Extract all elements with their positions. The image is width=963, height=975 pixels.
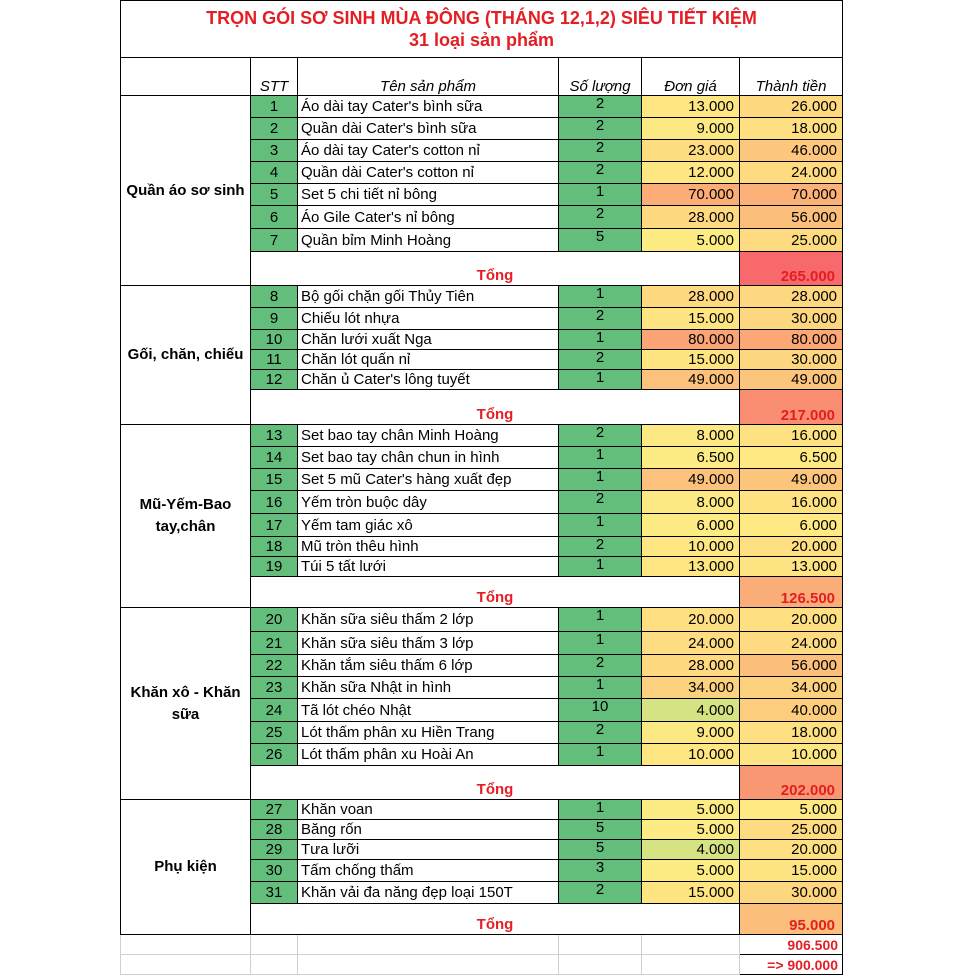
rounded-total-value: => 900.000 <box>740 955 843 975</box>
quantity-cell: 1 <box>559 184 642 206</box>
line-total-cell: 34.000 <box>740 677 843 699</box>
product-name-cell: Bộ gối chặn gối Thủy Tiên <box>298 286 559 308</box>
line-total-cell: 25.000 <box>740 229 843 252</box>
line-total-cell: 16.000 <box>740 425 843 447</box>
empty-cell <box>559 955 642 975</box>
product-name-cell: Khăn sữa siêu thấm 3 lớp <box>298 632 559 655</box>
stt-cell: 11 <box>251 350 298 370</box>
quantity-cell: 2 <box>559 350 642 370</box>
quantity-cell: 5 <box>559 840 642 860</box>
quantity-cell: 1 <box>559 677 642 699</box>
quantity-cell: 2 <box>559 491 642 514</box>
name-header: Tên sản phẩm <box>298 58 559 96</box>
line-total-cell: 49.000 <box>740 469 843 491</box>
stt-cell: 28 <box>251 820 298 840</box>
quantity-cell: 2 <box>559 308 642 330</box>
quantity-cell: 2 <box>559 206 642 229</box>
line-total-cell: 46.000 <box>740 140 843 162</box>
table-row <box>121 800 843 820</box>
grand-total-value: 906.500 <box>740 935 843 955</box>
product-name-cell: Khăn sữa Nhật in hình <box>298 677 559 699</box>
quantity-cell: 1 <box>559 447 642 469</box>
subtotal-value: 126.500 <box>740 577 843 608</box>
quantity-cell: 1 <box>559 632 642 655</box>
line-total-cell: 49.000 <box>740 370 843 390</box>
grand-total-row <box>121 935 843 955</box>
empty-cell <box>121 955 251 975</box>
line-total-cell: 24.000 <box>740 162 843 184</box>
product-name-cell: Áo dài tay Cater's cotton nỉ <box>298 140 559 162</box>
line-total-cell: 5.000 <box>740 800 843 820</box>
category-cell: Gối, chăn, chiếu <box>121 286 251 425</box>
table-row <box>121 608 843 632</box>
price-table <box>120 0 843 975</box>
stt-cell: 2 <box>251 118 298 140</box>
unit-price-cell: 4.000 <box>642 699 740 722</box>
quantity-cell: 1 <box>559 557 642 577</box>
line-total-cell: 25.000 <box>740 820 843 840</box>
line-total-cell: 30.000 <box>740 350 843 370</box>
product-name-cell: Set 5 chi tiết nỉ bông <box>298 184 559 206</box>
product-name-cell: Khăn vải đa năng đẹp loại 150T <box>298 882 559 904</box>
unit-price-cell: 13.000 <box>642 96 740 118</box>
category-cell: Khăn xô - Khăn sữa <box>121 608 251 800</box>
empty-cell <box>559 935 642 955</box>
unit-price-cell: 80.000 <box>642 330 740 350</box>
product-name-cell: Khăn voan <box>298 800 559 820</box>
table-row <box>121 286 843 308</box>
line-total-cell: 6.000 <box>740 514 843 537</box>
stt-cell: 24 <box>251 699 298 722</box>
line-total-cell: 20.000 <box>740 537 843 557</box>
unit-price-cell: 6.000 <box>642 514 740 537</box>
unit-price-cell: 13.000 <box>642 557 740 577</box>
product-name-cell: Chăn lưới xuất Nga <box>298 330 559 350</box>
line-total-cell: 15.000 <box>740 860 843 882</box>
empty-cell <box>642 935 740 955</box>
grand-total-row <box>121 955 843 975</box>
product-name-cell: Túi 5 tất lưới <box>298 557 559 577</box>
stt-cell: 23 <box>251 677 298 699</box>
quantity-cell: 10 <box>559 699 642 722</box>
stt-cell: 8 <box>251 286 298 308</box>
quantity-cell: 2 <box>559 140 642 162</box>
unit-price-cell: 5.000 <box>642 800 740 820</box>
product-name-cell: Lót thấm phân xu Hoài An <box>298 744 559 766</box>
unit-price-cell: 34.000 <box>642 677 740 699</box>
stt-cell: 12 <box>251 370 298 390</box>
product-name-cell: Chăn lót quấn nỉ <box>298 350 559 370</box>
quantity-cell: 1 <box>559 286 642 308</box>
product-name-cell: Mũ tròn thêu hình <box>298 537 559 557</box>
unit-price-cell: 28.000 <box>642 655 740 677</box>
quantity-cell: 2 <box>559 722 642 744</box>
unit-price-cell: 15.000 <box>642 308 740 330</box>
product-name-cell: Quần bỉm Minh Hoàng <box>298 229 559 252</box>
line-total-cell: 56.000 <box>740 655 843 677</box>
product-name-cell: Áo dài tay Cater's bình sữa <box>298 96 559 118</box>
price-header: Đơn giá <box>642 58 740 96</box>
product-name-cell: Set bao tay chân Minh Hoàng <box>298 425 559 447</box>
stt-cell: 20 <box>251 608 298 632</box>
title-line-1: TRỌN GÓI SƠ SINH MÙA ĐÔNG (THÁNG 12,1,2) SIÊU TIẾT KIỆM <box>206 8 757 28</box>
quantity-cell: 1 <box>559 744 642 766</box>
line-total-cell: 10.000 <box>740 744 843 766</box>
stt-cell: 15 <box>251 469 298 491</box>
unit-price-cell: 49.000 <box>642 370 740 390</box>
quantity-cell: 3 <box>559 860 642 882</box>
table-row <box>121 96 843 118</box>
stt-cell: 17 <box>251 514 298 537</box>
product-name-cell: Set bao tay chân chun in hình <box>298 447 559 469</box>
line-total-cell: 13.000 <box>740 557 843 577</box>
sheet-title <box>121 1 843 58</box>
header-row <box>121 58 843 96</box>
unit-price-cell: 20.000 <box>642 608 740 632</box>
stt-cell: 22 <box>251 655 298 677</box>
product-name-cell: Tưa lưỡi <box>298 840 559 860</box>
product-name-cell: Áo Gile Cater's nỉ bông <box>298 206 559 229</box>
product-name-cell: Quần dài Cater's cotton nỉ <box>298 162 559 184</box>
product-name-cell: Yếm tam giác xô <box>298 514 559 537</box>
product-name-cell: Khăn sữa siêu thấm 2 lớp <box>298 608 559 632</box>
product-name-cell: Chiếu lót nhựa <box>298 308 559 330</box>
unit-price-cell: 15.000 <box>642 350 740 370</box>
unit-price-cell: 5.000 <box>642 820 740 840</box>
empty-cell <box>121 935 251 955</box>
subtotal-value: 95.000 <box>740 904 843 935</box>
product-name-cell: Tấm chống thấm <box>298 860 559 882</box>
stt-cell: 29 <box>251 840 298 860</box>
subtotal-value: 217.000 <box>740 390 843 425</box>
unit-price-cell: 24.000 <box>642 632 740 655</box>
product-name-cell: Set 5 mũ Cater's hàng xuất đẹp <box>298 469 559 491</box>
line-total-cell: 80.000 <box>740 330 843 350</box>
product-name-cell: Yếm tròn buộc dây <box>298 491 559 514</box>
subtotal-label: Tổng <box>251 577 740 608</box>
category-header-cell <box>121 58 251 96</box>
stt-cell: 25 <box>251 722 298 744</box>
category-cell: Mũ-Yếm-Bao tay,chân <box>121 425 251 608</box>
unit-price-cell: 15.000 <box>642 882 740 904</box>
unit-price-cell: 28.000 <box>642 206 740 229</box>
stt-cell: 18 <box>251 537 298 557</box>
line-total-cell: 6.500 <box>740 447 843 469</box>
unit-price-cell: 6.500 <box>642 447 740 469</box>
category-cell: Phụ kiện <box>121 800 251 935</box>
qty-header: Số lượng <box>559 58 642 96</box>
line-total-cell: 40.000 <box>740 699 843 722</box>
line-total-cell: 56.000 <box>740 206 843 229</box>
product-name-cell: Chăn ủ Cater's lông tuyết <box>298 370 559 390</box>
stt-cell: 7 <box>251 229 298 252</box>
subtotal-value: 202.000 <box>740 766 843 800</box>
unit-price-cell: 28.000 <box>642 286 740 308</box>
quantity-cell: 5 <box>559 229 642 252</box>
stt-cell: 4 <box>251 162 298 184</box>
quantity-cell: 2 <box>559 655 642 677</box>
line-total-cell: 20.000 <box>740 840 843 860</box>
stt-cell: 3 <box>251 140 298 162</box>
unit-price-cell: 9.000 <box>642 722 740 744</box>
empty-cell <box>298 935 559 955</box>
unit-price-cell: 49.000 <box>642 469 740 491</box>
quantity-cell: 2 <box>559 537 642 557</box>
unit-price-cell: 4.000 <box>642 840 740 860</box>
product-name-cell: Lót thấm phân xu Hiền Trang <box>298 722 559 744</box>
stt-cell: 10 <box>251 330 298 350</box>
empty-cell <box>251 955 298 975</box>
stt-cell: 19 <box>251 557 298 577</box>
line-total-cell: 30.000 <box>740 308 843 330</box>
line-total-cell: 26.000 <box>740 96 843 118</box>
empty-cell <box>251 935 298 955</box>
unit-price-cell: 23.000 <box>642 140 740 162</box>
quantity-cell: 1 <box>559 514 642 537</box>
line-total-cell: 24.000 <box>740 632 843 655</box>
subtotal-label: Tổng <box>251 904 740 935</box>
quantity-cell: 2 <box>559 96 642 118</box>
empty-cell <box>298 955 559 975</box>
quantity-cell: 5 <box>559 820 642 840</box>
unit-price-cell: 8.000 <box>642 491 740 514</box>
stt-cell: 9 <box>251 308 298 330</box>
stt-cell: 14 <box>251 447 298 469</box>
empty-cell <box>642 955 740 975</box>
stt-cell: 21 <box>251 632 298 655</box>
stt-cell: 13 <box>251 425 298 447</box>
total-header: Thành tiền <box>740 58 843 96</box>
unit-price-cell: 9.000 <box>642 118 740 140</box>
line-total-cell: 70.000 <box>740 184 843 206</box>
stt-cell: 6 <box>251 206 298 229</box>
line-total-cell: 18.000 <box>740 118 843 140</box>
subtotal-label: Tổng <box>251 390 740 425</box>
stt-cell: 16 <box>251 491 298 514</box>
table-row <box>121 425 843 447</box>
subtotal-label: Tổng <box>251 252 740 286</box>
spreadsheet <box>120 0 842 973</box>
line-total-cell: 16.000 <box>740 491 843 514</box>
line-total-cell: 18.000 <box>740 722 843 744</box>
quantity-cell: 2 <box>559 882 642 904</box>
title-line-2: 31 loại sản phẩm <box>408 30 555 50</box>
product-name-cell: Băng rốn <box>298 820 559 840</box>
product-name-cell: Khăn tắm siêu thấm 6 lớp <box>298 655 559 677</box>
product-name-cell: Tã lót chéo Nhật <box>298 699 559 722</box>
stt-cell: 30 <box>251 860 298 882</box>
line-total-cell: 28.000 <box>740 286 843 308</box>
stt-cell: 26 <box>251 744 298 766</box>
quantity-cell: 2 <box>559 118 642 140</box>
stt-header: STT <box>251 58 298 96</box>
subtotal-label: Tổng <box>251 766 740 800</box>
unit-price-cell: 10.000 <box>642 744 740 766</box>
stt-cell: 5 <box>251 184 298 206</box>
quantity-cell: 1 <box>559 800 642 820</box>
unit-price-cell: 8.000 <box>642 425 740 447</box>
quantity-cell: 2 <box>559 425 642 447</box>
quantity-cell: 1 <box>559 330 642 350</box>
quantity-cell: 1 <box>559 469 642 491</box>
unit-price-cell: 12.000 <box>642 162 740 184</box>
quantity-cell: 2 <box>559 162 642 184</box>
unit-price-cell: 10.000 <box>642 537 740 557</box>
quantity-cell: 1 <box>559 370 642 390</box>
category-cell: Quần áo sơ sinh <box>121 96 251 286</box>
unit-price-cell: 5.000 <box>642 860 740 882</box>
unit-price-cell: 5.000 <box>642 229 740 252</box>
unit-price-cell: 70.000 <box>642 184 740 206</box>
subtotal-value: 265.000 <box>740 252 843 286</box>
stt-cell: 31 <box>251 882 298 904</box>
stt-cell: 1 <box>251 96 298 118</box>
stt-cell: 27 <box>251 800 298 820</box>
product-name-cell: Quần dài Cater's bình sữa <box>298 118 559 140</box>
quantity-cell: 1 <box>559 608 642 632</box>
line-total-cell: 20.000 <box>740 608 843 632</box>
line-total-cell: 30.000 <box>740 882 843 904</box>
